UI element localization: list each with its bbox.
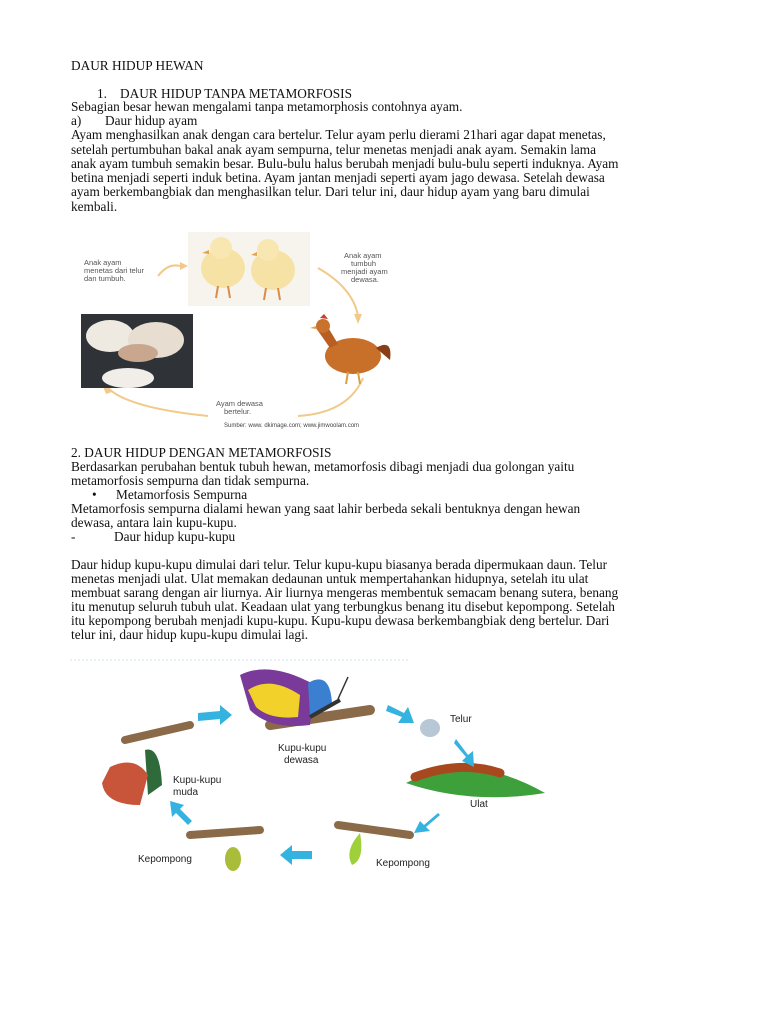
- adult-butterfly-image: [240, 669, 370, 726]
- document-title: DAUR HIDUP HEWAN: [71, 58, 204, 73]
- section-2-intro-line: metamorfosis sempurna dan tidak sempurna.: [71, 473, 310, 488]
- chicken-life-cycle-figure: [68, 228, 408, 434]
- label-pupa-left: Kepompong: [138, 854, 192, 865]
- egg-image: [420, 719, 440, 737]
- paragraph-line: anak ayam tumbuh semakin besar. Bulu-bulu halus berubah menjadi bulu-bulu seperti induknya. Ayam: [71, 156, 619, 171]
- dash-marker: -: [71, 529, 76, 544]
- label-larva: Ulat: [470, 799, 488, 810]
- paragraph-line: setelah pertumbuhan bakal anak ayam sempurna, telur menetas menjadi anak ayam. Semakin lama: [71, 142, 597, 157]
- chicks-photo: [188, 232, 310, 306]
- section-2-heading: 2. DAUR HIDUP DENGAN METAMORFOSIS: [71, 445, 332, 460]
- label-grow: Anak ayam tumbuh menjadi ayam dewasa.: [341, 251, 388, 284]
- arrow-icon: [414, 813, 440, 833]
- arrow-head-icon: [180, 262, 188, 270]
- paragraph-line: membuat sarang dengan air liurnya. Air liurnya mengeras membentuk semacam benang sutera, benang: [71, 585, 619, 600]
- label-young-butterfly: Kupu-kupu muda: [173, 775, 222, 798]
- section-1-number: 1.: [97, 86, 107, 101]
- pupa-left-image: [190, 830, 260, 871]
- section-2-intro-line: Berdasarkan perubahan bentuk tubuh hewan, metamorfosis dibagi menjadi dua golongan yaitu: [71, 459, 575, 474]
- label-adult: Ayam dewasa bertelur.: [216, 399, 263, 416]
- paragraph-line: kembali.: [71, 199, 118, 214]
- label-adult-butterfly: Kupu-kupu dewasa: [278, 743, 327, 766]
- label-pupa-right: Kepompong: [376, 858, 430, 869]
- figure-source: Sumber: www. dkimage.com; www.jimwoolam.com: [224, 423, 360, 429]
- description-line: dewasa, antara lain kupu-kupu.: [71, 515, 237, 530]
- paragraph-line: ayam berkembangbiak dan menghasilkan telur. Dari telur ini, daur hidup ayam yang baru dimulai: [71, 184, 590, 199]
- paragraph-line: itu menutup seluruh tubuh ulat. Keadaan ulat yang terbungkus benang itu disebut kepompong. Setelah: [71, 599, 615, 614]
- arrow-icon: [454, 739, 474, 767]
- cycle-arrow: [298, 378, 363, 416]
- label-hatch: Anak ayam menetas dari telur dan tumbuh.: [84, 258, 145, 283]
- hatching-egg-photo: [81, 314, 193, 388]
- cycle-arrow: [158, 265, 180, 276]
- arrow-icon: [280, 845, 312, 865]
- paragraph-line: telur ini, daur hidup kupu-kupu dimulai lagi.: [71, 627, 309, 642]
- butterfly-cycle-diagram: [70, 655, 550, 885]
- arrow-head-icon: [354, 314, 362, 324]
- butterfly-life-cycle-figure: [70, 655, 550, 885]
- hen-image: [310, 314, 390, 384]
- arrow-icon: [170, 801, 192, 825]
- paragraph-line: menetas menjadi ulat. Ulat memakan dedaunan untuk mempertahankan hidupnya, setelah itu ulat: [71, 571, 589, 586]
- paragraph-line: itu kepompong berubah menjadi kupu-kupu. Kupu-kupu dewasa berkembangbiak deng bertelur. Dari: [71, 613, 610, 628]
- paragraph-line: Ayam menghasilkan anak dengan cara bertelur. Telur ayam perlu dierami 21hari agar dapat menetas,: [71, 127, 606, 142]
- section-1-intro: Sebagian besar hewan mengalami tanpa metamorphosis contohnya ayam.: [71, 99, 463, 114]
- section-1-heading: DAUR HIDUP TANPA METAMORFOSIS: [120, 86, 352, 101]
- bullet-label: Metamorfosis Sempurna: [116, 487, 248, 502]
- arrow-icon: [198, 705, 232, 725]
- dash-label: Daur hidup kupu-kupu: [114, 529, 236, 544]
- subsection-marker: a): [71, 113, 82, 128]
- description-line: Metamorfosis sempurna dialami hewan yang saat lahir berbeda sekali bentuknya dengan hewan: [71, 501, 581, 516]
- paragraph-line: betina menjadi seperti induk betina. Ayam jantan menjadi seperti ayam jago dewasa. Setelah dewasa: [71, 170, 605, 185]
- arrow-icon: [386, 705, 414, 723]
- subsection-label: Daur hidup ayam: [105, 113, 198, 128]
- caterpillar-image: [406, 767, 545, 797]
- cycle-arrow: [108, 388, 208, 416]
- bullet-icon: •: [92, 487, 97, 502]
- label-egg: Telur: [450, 714, 472, 725]
- chicken-cycle-diagram: [68, 228, 408, 434]
- paragraph-line: Daur hidup kupu-kupu dimulai dari telur. Telur kupu-kupu biasanya berada dipermukaan daun. Telur: [71, 557, 608, 572]
